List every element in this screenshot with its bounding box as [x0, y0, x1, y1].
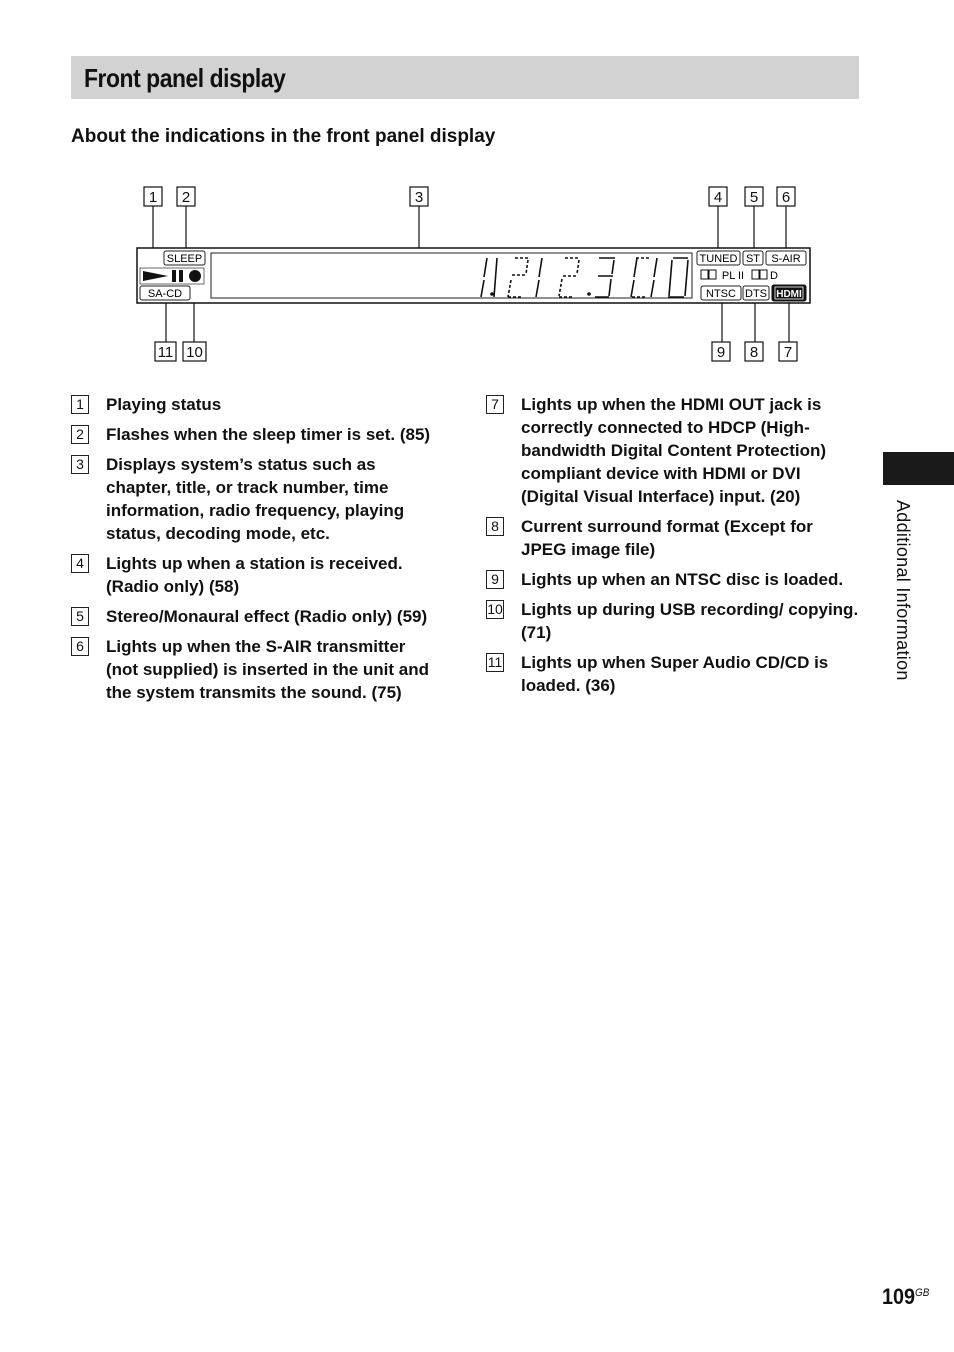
callout-label: 10 — [186, 344, 203, 361]
list-item — [71, 393, 441, 416]
list-item — [71, 635, 441, 704]
page-number — [882, 1284, 929, 1310]
section-tab-marker — [883, 452, 954, 485]
pause-icon-bar — [179, 270, 183, 282]
item-text: Lights up during USB recording/ copying. (71) — [521, 600, 859, 642]
decimal-point — [587, 292, 591, 296]
item-number: 10 — [487, 601, 503, 617]
st-indicator: ST — [745, 253, 761, 265]
list-item — [486, 598, 861, 644]
list-item — [486, 393, 861, 508]
item-number: 7 — [486, 395, 504, 414]
callout-label: 4 — [713, 189, 723, 206]
d-symbol: D — [770, 270, 778, 282]
record-icon — [189, 270, 201, 282]
list-item — [486, 515, 861, 561]
right-legend-list — [486, 393, 861, 704]
item-text: Lights up when the HDMI OUT jack is correctly connected to HDCP (High-bandwidth Digital Content Protection) compliant device with HDMI or DVI (Digital Visual Interface) input. (20) — [521, 395, 827, 506]
callout-label: 7 — [783, 344, 793, 361]
item-text: Lights up when the S-AIR transmitter (not supplied) is inserted in the unit and the system transmits the sound. (75) — [106, 637, 429, 702]
callout-label: 1 — [148, 189, 158, 206]
item-text: Flashes when the sleep timer is set. (85) — [106, 425, 431, 444]
item-number: 9 — [486, 570, 504, 589]
item-number: 11 — [487, 654, 503, 670]
callouts-bottom — [155, 342, 797, 361]
item-number: 4 — [71, 554, 89, 573]
section-side-label: Additional Information — [893, 500, 913, 681]
callout-label: 5 — [749, 189, 759, 206]
item-number: 6 — [71, 637, 89, 656]
list-item — [71, 552, 441, 598]
sacd-indicator: SA-CD — [147, 288, 183, 300]
callout-label: 6 — [781, 189, 791, 206]
sleep-indicator: SLEEP — [166, 253, 203, 265]
item-text: Displays system’s status such as chapter, title, or track number, time information, radio frequency, playing status, decoding mode, etc. — [106, 455, 405, 543]
pause-icon — [172, 270, 176, 282]
plii-indicator: PL II — [721, 270, 745, 282]
list-item — [71, 605, 441, 628]
item-number: 5 — [71, 607, 89, 626]
list-item — [486, 568, 861, 591]
decimal-point — [490, 292, 494, 296]
item-text: Lights up when a station is received. (Radio only) (58) — [106, 554, 403, 596]
hdmi-indicator: HDMI — [776, 289, 802, 300]
list-item — [71, 453, 441, 545]
page-title: Front panel display — [84, 63, 286, 93]
callouts-top — [144, 187, 795, 206]
item-text: Lights up when an NTSC disc is loaded. — [521, 570, 844, 589]
item-text: Stereo/Monaural effect (Radio only) (59) — [106, 607, 428, 626]
callout-label: 11 — [157, 344, 174, 361]
item-text: Playing status — [106, 395, 222, 414]
sair-indicator: S-AIR — [771, 253, 801, 265]
subtitle: About the indications in the front panel display — [71, 126, 496, 147]
item-number: 8 — [486, 517, 504, 536]
tuned-indicator: TUNED — [699, 253, 738, 265]
list-item — [71, 423, 441, 446]
callout-label: 8 — [749, 344, 759, 361]
front-panel-diagram — [0, 0, 954, 400]
dts-indicator: DTS — [745, 288, 767, 300]
ntsc-indicator: NTSC — [706, 288, 736, 300]
item-text: Current surround format (Except for JPEG image file) — [521, 517, 813, 559]
item-number: 2 — [71, 425, 89, 444]
left-legend-list — [71, 393, 441, 711]
item-number: 3 — [71, 455, 89, 474]
item-number: 1 — [71, 395, 89, 414]
item-text: Lights up when Super Audio CD/CD is loaded. (36) — [521, 653, 829, 695]
callout-label: 9 — [716, 344, 726, 361]
list-item — [486, 651, 861, 697]
page-number-value: 109 — [882, 1284, 916, 1309]
page-number-suffix: GB — [915, 1287, 930, 1299]
callout-label: 3 — [414, 189, 424, 206]
callout-label: 2 — [181, 189, 191, 206]
